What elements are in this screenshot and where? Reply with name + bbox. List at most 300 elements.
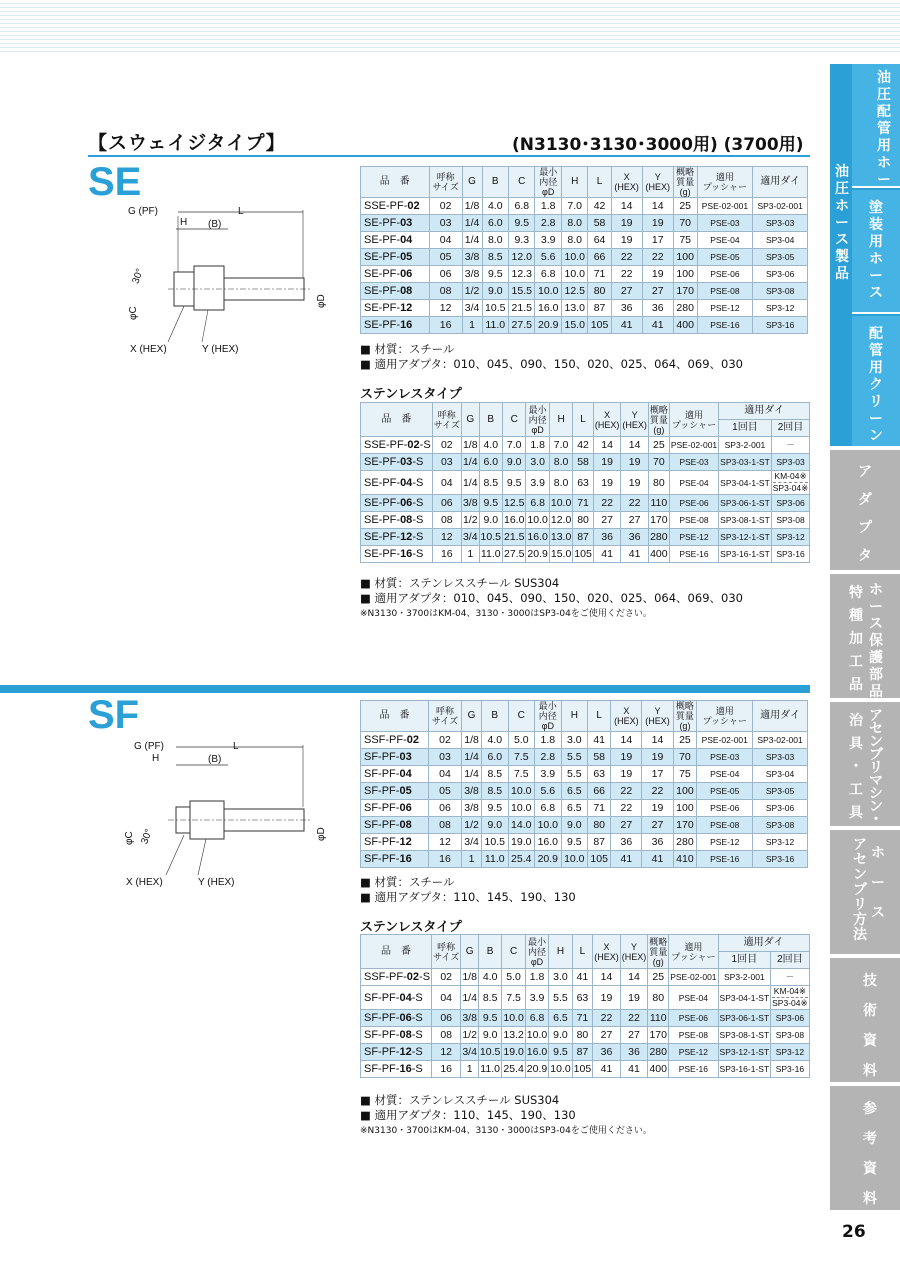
header-die-2: 2回目 [771,952,809,969]
sf-stainless-table [360,934,810,1078]
table-cell: 16 [432,1061,461,1078]
table-cell: 280 [648,529,669,546]
table-cell: 400 [648,546,669,563]
cell-part-number: SF-PF-04 [361,766,429,783]
table-cell: 8.5 [479,471,502,495]
table-row [361,546,810,563]
table-cell: 17 [642,232,673,249]
sidebar-tab-special[interactable] [830,574,900,698]
header-id: 最小 内径 φD [525,935,548,969]
table-cell: SP3-16-1-ST [718,1061,771,1078]
table-cell: 170 [673,817,697,834]
table-cell: 13.2 [502,1027,525,1044]
table-cell: 4.0 [478,969,501,986]
header-size: 呼称 サイズ [432,403,461,437]
table-cell: SP3-06 [753,266,808,283]
table-cell: PSE-02-001 [669,969,718,986]
table-cell: 9.5 [478,1010,501,1027]
table-cell: 12.5 [561,283,587,300]
table-row [361,317,808,334]
table-cell: 04 [432,986,461,1010]
table-cell: 9.5 [482,800,509,817]
header-g: G [462,167,482,198]
table-cell: 11.0 [482,851,509,868]
table-cell: 3.0 [526,454,549,471]
se-stainless-table [360,402,810,563]
table-cell: SP3-16 [771,1061,809,1078]
table-row [361,834,808,851]
table-cell: 41 [642,851,673,868]
table-cell: 06 [432,495,461,512]
table-cell: SP3-08-1-ST [719,512,772,529]
table-cell: 10.0 [508,800,535,817]
table-cell: 64 [588,232,611,249]
table-row [361,1044,810,1061]
table-cell: 25 [648,437,669,454]
cell-part-number: SF-PF-04-S [361,986,432,1010]
table-cell: 70 [673,749,697,766]
table-cell: 12 [428,834,461,851]
table-cell: 10.0 [526,512,549,529]
table-cell: 10.0 [561,249,587,266]
table-cell: 6.8 [526,495,549,512]
table-cell: PSE-08 [697,817,753,834]
cell-part-number: SF-PF-03 [361,749,429,766]
table-cell: 5.5 [549,986,572,1010]
table-cell: 03 [428,749,461,766]
sf-steel-note1: ■ 材質：スチール [360,875,455,889]
table-row [361,851,808,868]
title-rule [88,155,810,157]
table-cell: PSE-16 [669,546,718,563]
cell-part-number: SF-PF-12-S [361,1044,432,1061]
table-cell: 19 [611,766,642,783]
table-cell: 1.8 [525,969,548,986]
header-size: 呼称 サイズ [432,935,461,969]
table-cell: 11.0 [479,546,502,563]
header-pusher: 適用 プッシャー [669,403,718,437]
table-cell: 9.5 [549,1044,572,1061]
table-row [361,817,808,834]
table-cell: PSE-02-001 [697,732,753,749]
header-id: 最小 内径 φD [535,167,561,198]
table-cell: PSE-06 [697,800,753,817]
table-cell: 10.0 [561,851,588,868]
cell-part-number: SE-PF-03-S [361,454,433,471]
table-row [361,512,810,529]
table-cell: 5.6 [535,783,562,800]
sidebar-tab-label-reference-data: 参 考 資 料 [863,1101,877,1207]
header-size: 呼称 サイズ [428,701,461,732]
header-l: L [572,935,593,969]
table-cell: 17 [642,766,673,783]
table-cell: 13.0 [561,300,587,317]
sidebar-tab-label-special: 特 種 加 工 品 [849,585,863,693]
table-cell: 15.5 [509,283,535,300]
header-die-1: 1回目 [719,420,772,437]
table-cell: 10.5 [478,1044,501,1061]
table-cell: 25 [648,969,669,986]
sidebar-tab-label-assembly-method: ア セ ン ブ リ 方 法 [853,837,867,943]
table-cell: 27 [642,283,673,300]
table-cell: 41 [588,732,611,749]
table-cell: 13.0 [549,529,572,546]
table-cell: 1/2 [462,817,482,834]
table-cell: 4.0 [482,732,509,749]
table-cell: 14 [611,198,642,215]
table-cell: 08 [432,1027,461,1044]
sf-stainless-note3: ※N3130・3700はKM-04、3130・3000はSP3-04をご使用ください。 [360,1126,652,1136]
sf-yhex-label: Y (HEX) [198,877,235,888]
table-cell: 25.4 [502,1061,525,1078]
table-cell: 2.8 [535,749,562,766]
table-cell: 8.5 [482,766,509,783]
se-stainless-heading: ステンレスタイプ [360,387,462,402]
table-cell: 19 [620,986,648,1010]
header-x: X (HEX) [593,935,621,969]
table-cell: 12.0 [549,512,572,529]
table-cell: 10.0 [549,495,572,512]
table-cell: 7.0 [561,198,587,215]
sf-b-label: (B) [208,754,222,765]
table-cell: 6.5 [561,783,588,800]
table-cell: 7.5 [502,986,525,1010]
se-b-label: (B) [208,219,222,230]
header-size: 呼称 サイズ [429,167,462,198]
table-cell: 3/4 [462,834,482,851]
table-cell: KM-04※ SP3-04※ [772,986,808,1008]
table-cell: 8.0 [549,454,572,471]
table-cell: 1.8 [535,198,561,215]
table-cell: SP3-16 [753,851,808,868]
table-cell: 27 [620,1027,648,1044]
table-cell: 16 [428,851,461,868]
table-cell: PSE-04 [669,471,718,495]
table-cell: 10.0 [525,1027,548,1044]
table-row [361,732,808,749]
table-cell: 9.5 [479,495,502,512]
table-cell: 16.0 [525,1044,548,1061]
table-row [361,749,808,766]
table-cell: PSE-05 [697,783,753,800]
table-cell: SP3-2-001 [718,969,771,986]
table-cell: 280 [673,300,697,317]
table-cell: 12 [432,529,461,546]
table-cell: － [771,969,809,986]
se-phid-label: φD [316,294,327,308]
se-diagram [88,200,353,360]
table-cell: PSE-08 [669,1027,718,1044]
table-cell: 22 [611,800,642,817]
table-cell: 36 [620,1044,648,1061]
table-cell: 9.0 [549,1027,572,1044]
table-cell: 14 [611,732,642,749]
se-steel-header [361,167,808,198]
table-cell: 27 [611,817,642,834]
header-pusher: 適用 プッシャー [669,935,718,969]
table-cell: PSE-06 [669,1010,718,1027]
table-cell: 41 [611,317,642,334]
sf-stainless-note2: ■ 適用アダプタ：110、145、190、130 [360,1108,576,1122]
table-cell: 105 [573,546,594,563]
sf-code: SF [88,693,140,737]
header-g: G [461,403,479,437]
table-cell: 02 [432,969,461,986]
table-cell: SP3-03 [753,215,808,232]
sf-stainless-header [361,935,810,969]
table-cell: 19 [611,232,642,249]
table-cell: 20.9 [526,546,549,563]
table-cell: 04 [428,766,461,783]
table-cell: PSE-16 [697,317,753,334]
header-row [361,403,810,420]
table-cell: 87 [572,1044,593,1061]
table-cell: 12.0 [509,249,535,266]
table-cell: 36 [642,300,673,317]
table-cell: 36 [642,834,673,851]
table-cell: SP3-12 [771,529,809,546]
header-y: Y (HEX) [642,701,673,732]
table-cell: 71 [573,495,594,512]
se-stainless-note2: ■ 適用アダプタ：010、045、090、150、020、025、064、069、030 [360,591,743,605]
table-cell: 6.8 [525,1010,548,1027]
se-stainless-header [361,403,810,437]
table-cell: KM-04※ SP3-04※ [772,471,809,493]
table-cell: 9.0 [561,817,588,834]
table-cell: 08 [428,817,461,834]
table-cell: 19 [611,215,642,232]
table-cell: SP3-06-1-ST [719,495,772,512]
sf-steel-note2: ■ 適用アダプタ：110、145、190、130 [360,890,576,904]
cell-part-number: SSE-PF-02-S [361,437,433,454]
header-l: L [573,403,594,437]
table-cell: 41 [642,317,673,334]
table-cell: 8.0 [561,232,587,249]
table-cell: 63 [572,986,593,1010]
table-row [361,766,808,783]
table-cell: SP3-08 [753,817,808,834]
table-cell: 105 [572,1061,593,1078]
table-cell: 16 [432,546,461,563]
sidebar-tab-label-tools: 治 具 ・ 工 具 [849,713,863,821]
table-cell: SP3-06 [771,495,809,512]
se-code: SE [88,160,142,204]
page-title: 【スウェイジタイプ】 [88,132,286,154]
table-cell: 5.0 [508,732,535,749]
table-cell: 75 [673,766,697,783]
cell-part-number: SE-PF-08-S [361,512,433,529]
sf-xhex-label: X (HEX) [126,877,163,888]
table-cell: SP3-08 [771,1027,809,1044]
table-cell: 16.0 [535,834,562,851]
table-cell: 03 [429,215,462,232]
table-cell: 280 [648,1044,669,1061]
table-cell: SP3-05 [753,783,808,800]
sidebar-tab-label-clean-hose: 配 管 用 ク リ ー ン [869,326,883,444]
table-cell: 110 [648,495,669,512]
sf-h-label: H [152,753,160,764]
header-die: 適用ダイ [719,403,810,420]
se-l-label: L [238,206,244,217]
table-cell: 170 [673,283,697,300]
table-cell: 1.8 [535,732,562,749]
table-cell: 1/8 [462,732,482,749]
table-cell: PSE-12 [697,300,753,317]
header-die: 適用ダイ [718,935,809,952]
table-cell: SP3-08-1-ST [718,1027,771,1044]
header-b: B [479,403,502,437]
table-cell: 06 [428,800,461,817]
table-cell: 6.8 [535,266,561,283]
table-row [361,783,808,800]
header-b: B [482,701,509,732]
table-cell: 1/2 [461,512,479,529]
table-cell: 9.3 [509,232,535,249]
table-cell: 8.0 [482,232,508,249]
table-cell: 400 [648,1061,669,1078]
table-cell: 15.0 [561,317,587,334]
se-steel-table [360,166,808,334]
cell-part-number: SF-PF-12 [361,834,429,851]
table-cell: 27.5 [502,546,525,563]
table-cell: 10.0 [561,266,587,283]
table-cell: 22 [621,495,649,512]
sidebar-tab-label-hose: ホ ー ス [871,845,885,921]
table-cell: 3/8 [461,495,479,512]
header-x: X (HEX) [611,167,642,198]
table-cell: 5.5 [561,766,588,783]
table-cell: 3/4 [462,300,482,317]
table-cell: SP3-2-001 [719,437,772,454]
header-c: C [502,935,525,969]
table-cell: 58 [588,215,611,232]
table-cell: 8.0 [561,215,587,232]
table-cell: － [771,437,809,454]
table-cell: 41 [593,546,621,563]
cell-part-number: SE-PF-03 [361,215,430,232]
cell-part-number: SE-PF-08 [361,283,430,300]
table-cell: PSE-08 [697,283,753,300]
cell-part-number: SE-PF-16 [361,317,430,334]
cell-part-number: SF-PF-08-S [361,1027,432,1044]
table-cell: SP3-02-001 [753,732,808,749]
table-cell: 105 [588,851,611,868]
table-cell: 80 [572,1027,593,1044]
table-cell: 41 [620,1061,648,1078]
table-cell: PSE-03 [697,215,753,232]
table-cell: SP3-05 [753,249,808,266]
table-cell: 14 [621,437,649,454]
table-cell: 16.0 [502,512,525,529]
table-cell: 110 [648,1010,669,1027]
header-h: H [549,935,572,969]
table-cell: 14 [593,437,621,454]
table-row [361,198,808,215]
table-cell: 1/4 [462,232,482,249]
table-cell: 11.0 [482,317,508,334]
header-die-2: 2回目 [771,420,809,437]
table-cell: 66 [588,783,611,800]
table-cell: 100 [673,266,697,283]
cell-part-number: SE-PF-12 [361,300,430,317]
table-cell: 9.5 [482,266,508,283]
table-row [361,495,810,512]
table-cell: 19 [621,471,649,495]
table-cell: 3/8 [462,266,482,283]
table-cell: 25 [673,732,697,749]
table-cell: 1/4 [461,986,479,1010]
header-y: Y (HEX) [621,403,649,437]
table-cell: SP3-06 [771,1010,809,1027]
table-row [361,986,810,1010]
table-cell: 04 [432,471,461,495]
sidebar-tab-label-assembly-machine: ア セ ン ブ リ マ シ ン ・ [869,708,883,828]
table-cell: 19 [642,215,673,232]
table-cell: 14 [620,969,648,986]
sidebar-tab-label-adapter: ア ダ プ タ [858,464,872,564]
table-row [361,1010,810,1027]
header-h: H [549,403,572,437]
sf-phid-label: φD [316,827,327,841]
table-cell: 80 [573,512,594,529]
table-cell: 3/4 [461,529,479,546]
cell-part-number: SSF-PF-02 [361,732,429,749]
sidebar-tab-tools[interactable] [830,702,900,826]
cell-part-number: SF-PF-08 [361,817,429,834]
se-stainless-note1: ■ 材質：ステンレススチール SUS304 [360,576,560,590]
sidebar-tab-label-hydraulic-piping-hose: 油 圧 配 管 用 ホ ー [877,70,891,188]
table-cell: 3/4 [461,1044,479,1061]
table-cell: PSE-04 [697,232,753,249]
table-cell: 02 [428,732,461,749]
table-cell: SP3-04-1-ST [718,986,771,1010]
table-cell: PSE-03 [669,454,718,471]
table-cell: 100 [673,783,697,800]
cell-part-number: SF-PF-06 [361,800,429,817]
table-cell: 02 [429,198,462,215]
header-mass: 概略 質量 (g) [649,936,668,967]
header-c: C [502,403,525,437]
header-y: Y (HEX) [620,935,648,969]
table-cell: 1 [462,317,482,334]
table-cell: 6.8 [535,800,562,817]
table-cell: 41 [572,969,593,986]
table-cell: 1/8 [461,437,479,454]
table-cell: 08 [432,512,461,529]
se-phic-label: φC [128,306,139,320]
table-cell: 410 [673,851,697,868]
header-row [361,935,810,952]
table-cell: SP3-08 [771,512,809,529]
table-cell: 70 [673,215,697,232]
table-cell: 100 [673,800,697,817]
sidebar-tab-label-paint-hose: 塗 装 用 ホ ー ス [869,200,883,301]
table-cell: 19 [593,454,621,471]
table-cell: 1/2 [462,283,482,300]
header-g: G [461,935,479,969]
cell-part-number: SF-PF-05 [361,783,429,800]
table-row [361,969,810,986]
table-cell: 22 [611,266,642,283]
sf-stainless-heading: ステンレスタイプ [360,920,462,935]
sf-diagram [88,735,353,895]
table-row [361,437,810,454]
table-cell: 22 [611,249,642,266]
table-cell: 1/4 [462,766,482,783]
header-row [361,167,808,198]
header-mass: 概略 質量 (g) [673,167,697,198]
table-row [361,266,808,283]
